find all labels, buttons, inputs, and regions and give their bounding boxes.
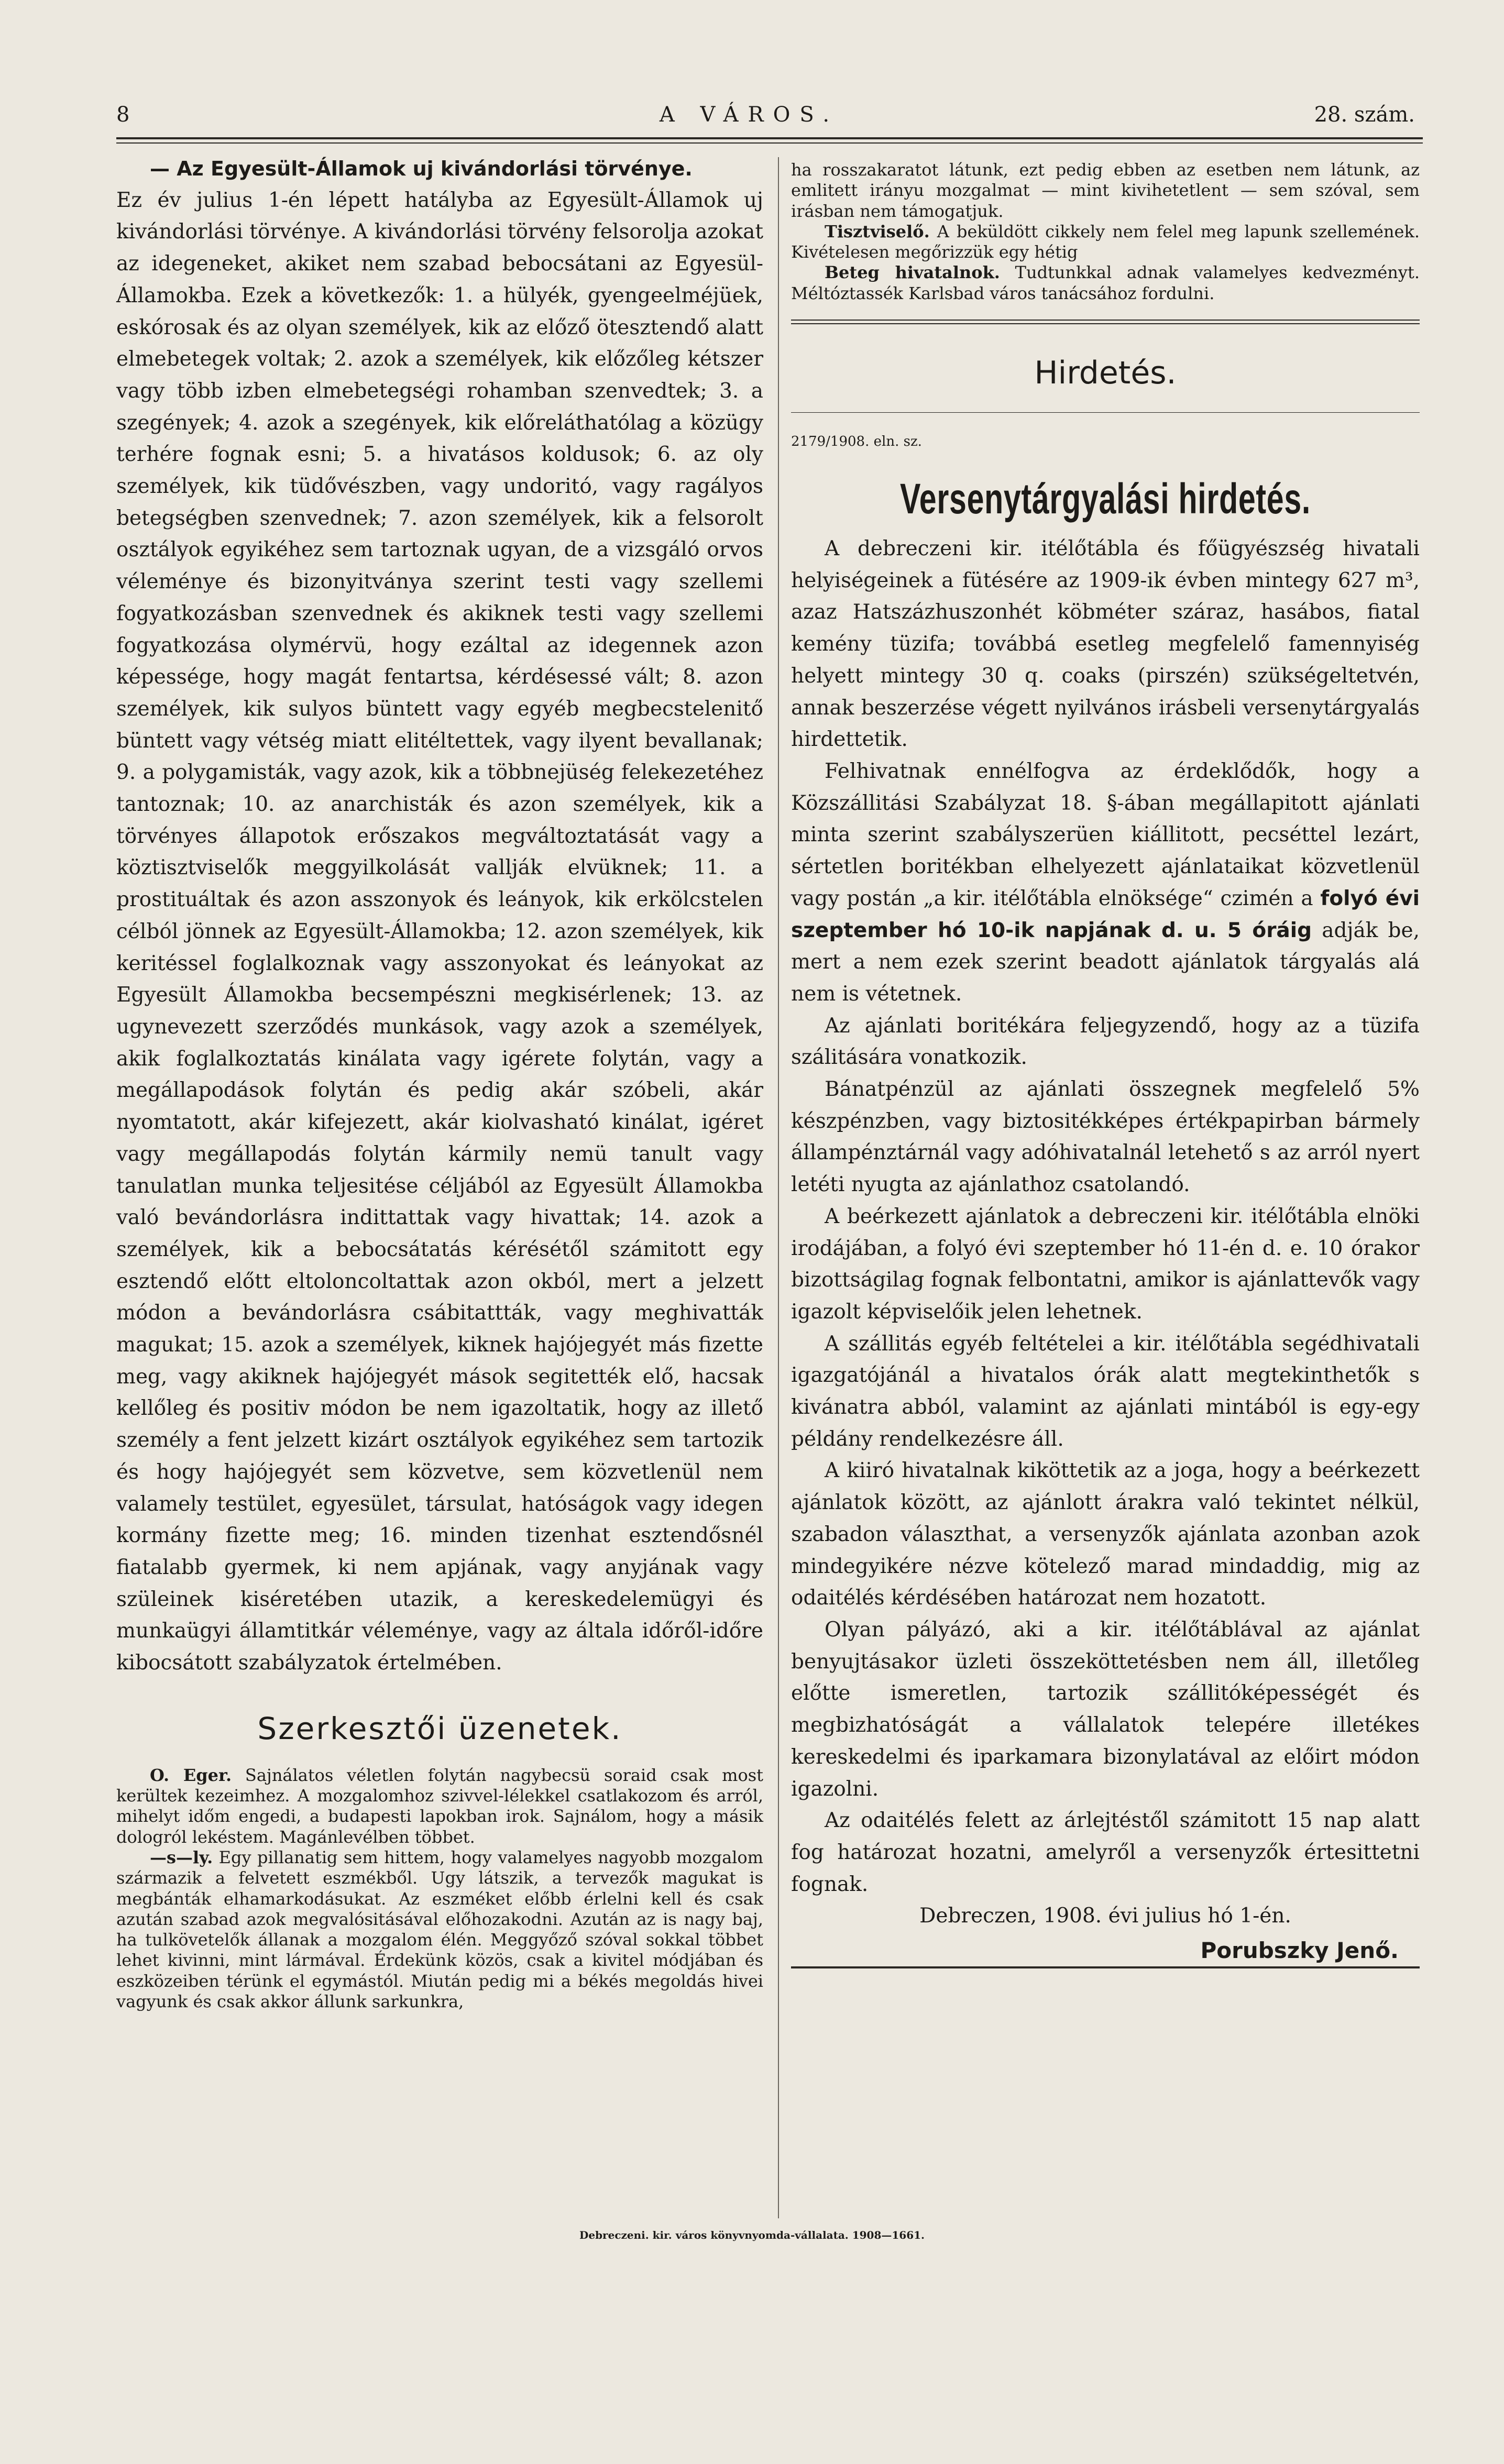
message-3-name: Tisztviselő. [825,221,930,241]
p2-deadline: folyó évi szeptember hó 10-ik napjának d. u. 5 óráig [791,886,1420,942]
notice-paragraph-4: Bánatpénzül az ajánlati összegnek megfelelő 5% készpénzben, vagy biztositékképes értékpapirban bármely állampénztárnál vagy adóhivatalnál letehető s az arról nyert letéti nyugta az ajánlathoz csatolandó. [791,1077,1420,1197]
message-4-name: Beteg hivatalnok. [825,262,1000,283]
masthead-title: A VÁROS. [659,103,839,127]
right-column [791,160,1420,1968]
editor-message-2 [116,1847,763,2012]
issue-number: 28. szám. [1314,103,1415,127]
left-column [116,153,763,2012]
message-4-text: Tudtunkkal adnak valamelyes kedvezményt. Méltóztassék Karlsbad város tanácsához fordulni. [791,262,1420,303]
advertisements-title: Hirdetés. [1034,355,1177,392]
printer-footer: Debreczeni. kir. város könyvnyomda-vállalata. 1908—1661. [579,2229,925,2241]
editor-message-3 [791,222,1420,263]
notice-date: Debreczen, 1908. évi julius hó 1-én. [919,1904,1291,1928]
message-1-text: Sajnálatos véletlen folytán nagybecsü soraid csak most kerültek kezeimhez. A mozgalomhoz szivvel-lélekkel csatlakozom és arról, mihelyt időm engedi, a budapesti lapokban irok. Sajnálom, hogy a másik dologról lekéstem. Magánlevélben többet. [116,1765,764,1847]
bottom-rule [791,1966,1420,1968]
notice-paragraph-7: A kiiró hivatalnak kiköttetik az a joga, hogy a beérkezett ajánlatok között, az ajánlott árakra való tekintet nélkül, szabadon választhat, a versenyzők ajánlata azonban azok mindegyikére nézve kötelező marad mindaddig, mig az odaitélés kérdésében határozat nem hozatott. [791,1459,1420,1610]
notice-paragraph-8: Olyan pályázó, aki a kir. itélőtáblával az ajánlat benyujtásakor üzleti összeköttetésben nem áll, illetőleg előtte ismeretlen, tartozik szállitóképességét és megbizhatóságát a vállalatok telepére illetékes kereskedelmi és iparkamara bizonylatával az előirt módon igazolni. [791,1618,1420,1801]
message-2-name: —s—ly. [150,1847,213,1867]
notice-paragraph-5: A beérkezett ajánlatok a debreczeni kir. itélőtábla elnöki irodájában, a folyó évi szeptember hó 11-én d. e. 10 órakor bizottságilag fognak felbontatni, amikor is ajánlattevők vagy igazolt képviselőik jelen lehetnek. [791,1204,1420,1324]
p2-text-b: adják be, mert a nem ezek szerint beadott ajánlatok tárgyalás alá nem is vétetnek. [791,918,1420,1006]
notice-title: Versenytárgyalási hirdetés. [899,475,1311,523]
reference-number: 2179/1908. eln. sz. [791,434,922,450]
notice-paragraph-1: A debreczeni kir. itélőtábla és főügyészség hivatali helyiségeinek a fütésére az 1909-ik évben mintegy 627 m³, azaz Hatszázhuszonhét köbméter száraz, hasábos, fiatal kemény tüzifa; továbbá esetleg megfelelő famennyiség helyett mintegy 30 q. coaks (pirszén) szükségeltetvén, annak beszerzése végett nyilvános irásbeli versenytárgyalás hirdettetik. [791,537,1420,752]
editor-messages-title: Szerkesztői üzenetek. [257,1710,622,1746]
page-number: 8 [116,103,130,127]
notice-paragraph-3: Az ajánlati boritékára feljegyzendő, hogy az a tüzifa szálitására vonatkozik. [791,1014,1420,1070]
notice-paragraph-9: Az odaitélés felett az árlejtéstől számitott 15 nap alatt fog határozat hozatni, amelyről a versenyzők értesittetni fognak. [791,1809,1420,1896]
header-rule-thin [116,142,1423,144]
message-1-name: O. Eger. [150,1765,232,1785]
notice-paragraph-6: A szállitás egyéb feltételei a kir. itélőtábla segédhivatali igazgatójánál a hivatalos órák alatt megtekinthetők s kivánatra abból, valamint az ajánlati mintából is egy-egy példány rendelkezésre áll. [791,1332,1420,1451]
editor-message-1 [116,1765,763,1847]
article-body: Ez év julius 1-én lépett hatályba az Egyesült-Államok uj kivándorlási törvénye. A kivándorlási törvény felsorolja azokat az idegeneket, akiket nem szabad bebocsátani az Egyesül-Államokba. Ezek a következők: 1. a hülyék, gyengeelméjüek, eskórosak és az olyan személyek, kik az előző ötesztendő alatt elmebetegek voltak; 2. azok a személyek, kik előzőleg kétszer vagy több izben elmebetegségi rohamban szenvedtek; 3. a szegények; 4. azok a szegények, kik előreláthatólag a közügy terhére fognak esni; 5. a hivatásos koldusok; 6. az oly személyek, kik tüdővészben, vagy undoritó, vagy ragályos betegségben szenvednek; 7. azon személyek, kik a felsorolt osztályok egyikéhez sem tartoznak ugyan, de a vizsgáló orvos véleménye és bizonyitványa szerint testi vagy szellemi fogyatkozásban szenvednek és akiknek testi vagy szellemi fogyatkozása olymérvü, hogy ezáltal az idegennek azon képessége, hogy magát fentartsa, kérdésessé vált; 8. azon személyek, kik sulyos büntett vagy egyéb megbecstelenitő büntett vagy vétség miatt elitéltettek, vagy ilyent bevallanak; 9. a polygamisták, vagy azok, kik a többnejüség felekezetéhez tantoznak; 10. az anarchisták és azon személyek, kik a törvényes állapotok erőszakos megváltoztatását vagy a köztisztviselők meggyilkolását vallják elvüknek; 11. a prostituáltak és azon asszonyok és leányok, kik erkölcstelen célból jönnek az Egyesült-Államokba; 12. azon személyek, kik keritéssel foglalkoznak vagy asszonyokat és leányokat az Egyesült Államokba becsempészni megkisérlenek; 13. az ugynevezett szerződés munkások, vagy azok a személyek, akik foglalkoztatás kinálata vagy igérete folytán, vagy a megállapodások folytán és pedig akár szóbeli, akár nyomtatott, akár kifejezett, akár kiolvasható kinálat, igéret vagy megállapodás folytán kármily nemü tanult vagy tanulatlan munka teljesitése céljából az Egyesült Államokba való bevándorlásra indittattak vagy hivattak; 14. azok a személyek, kik a bebocsátatás kérésétől számitott egy esztendő előtt eltoloncoltattak azon okból, mert a jelzett módon a bevándorlásra csábitattták, vagy meghivatták magukat; 15. azok a személyek, kiknek hajójegyét más fizette meg, vagy akiknek hajójegyét mások segitették elő, hacsak kellőleg és positiv módon be nem igazoltatik, hogy az illető személy a fent jelzett kizárt osztályok egyikéhez sem tartozik és hogy hajójegyét sem közvetve, sem közvetlenül nem valamely testület, egyesület, társulat, hatóságok vagy idegen kormány fizette meg; 16. minden tizenhat esztendősnél fiatalabb gyermek, ki nem apjának, vagy anyjának vagy szüleinek kiséretében utazik, a kereskedelemügyi és munkaügyi államtitkár véleménye, vagy az általa időről-időre kibocsátott szabályzatok értelmében. [116,188,764,1675]
message-2-text: Egy pillanatig sem hittem, hogy valamelyes nagyobb mozgalom származik a felvetett eszmékből. Ugy látszik, a tervezők magukat is megbánták elhamarkodásukat. Az eszméket előbb érlelni kell és csak azután szabad azok megvalósitásával előhozakodni. Azután az is nagy baj, ha tulkövetelők állanak a mozgalom élén. Meggyőző szóval sokkal többet lehet kivinni, mint lármával. Érdekünk közös, csak a kivitel módjában és eszközeiben térünk el egymástól. Miután pedig mi a békés megoldás hivei vagyunk és csak akkor állunk sarkunkra, [116,1847,763,2012]
column-divider [778,157,779,2218]
article-title: — Az Egyesült-Államok uj kivándorlási törvénye. [150,157,693,180]
p2-text-a: Felhivatnak ennélfogva az érdeklődők, hogy a Közszállitási Szabályzat 18. §-ában megállapitott ajánlati minta szerint szabályszerüen kiállitott, pecséttel lezárt, sértetlen boritékban elhelyezett ajánlataikat közvetlenül vagy postán „a kir. itélőtábla elnöksége“ czimén a [791,760,1420,910]
message-3-text: A beküldött cikkely nem felel meg lapunk szellemének. Kivételesen megőrizzük egy hétig [791,221,1420,262]
header-rule [116,137,1423,139]
notice-paragraph-2 [791,756,1420,1010]
editor-message-4 [791,262,1420,304]
editor-message-continuation: ha rosszakaratot látunk, ezt pedig ebben az esetben nem látunk, az emlitett irányu mozgalmat — mint kivihetetlent — sem szóval, sem irásban nem támogatjuk. [791,160,1420,221]
signature: Porubszky Jenő. [1200,1938,1399,1964]
